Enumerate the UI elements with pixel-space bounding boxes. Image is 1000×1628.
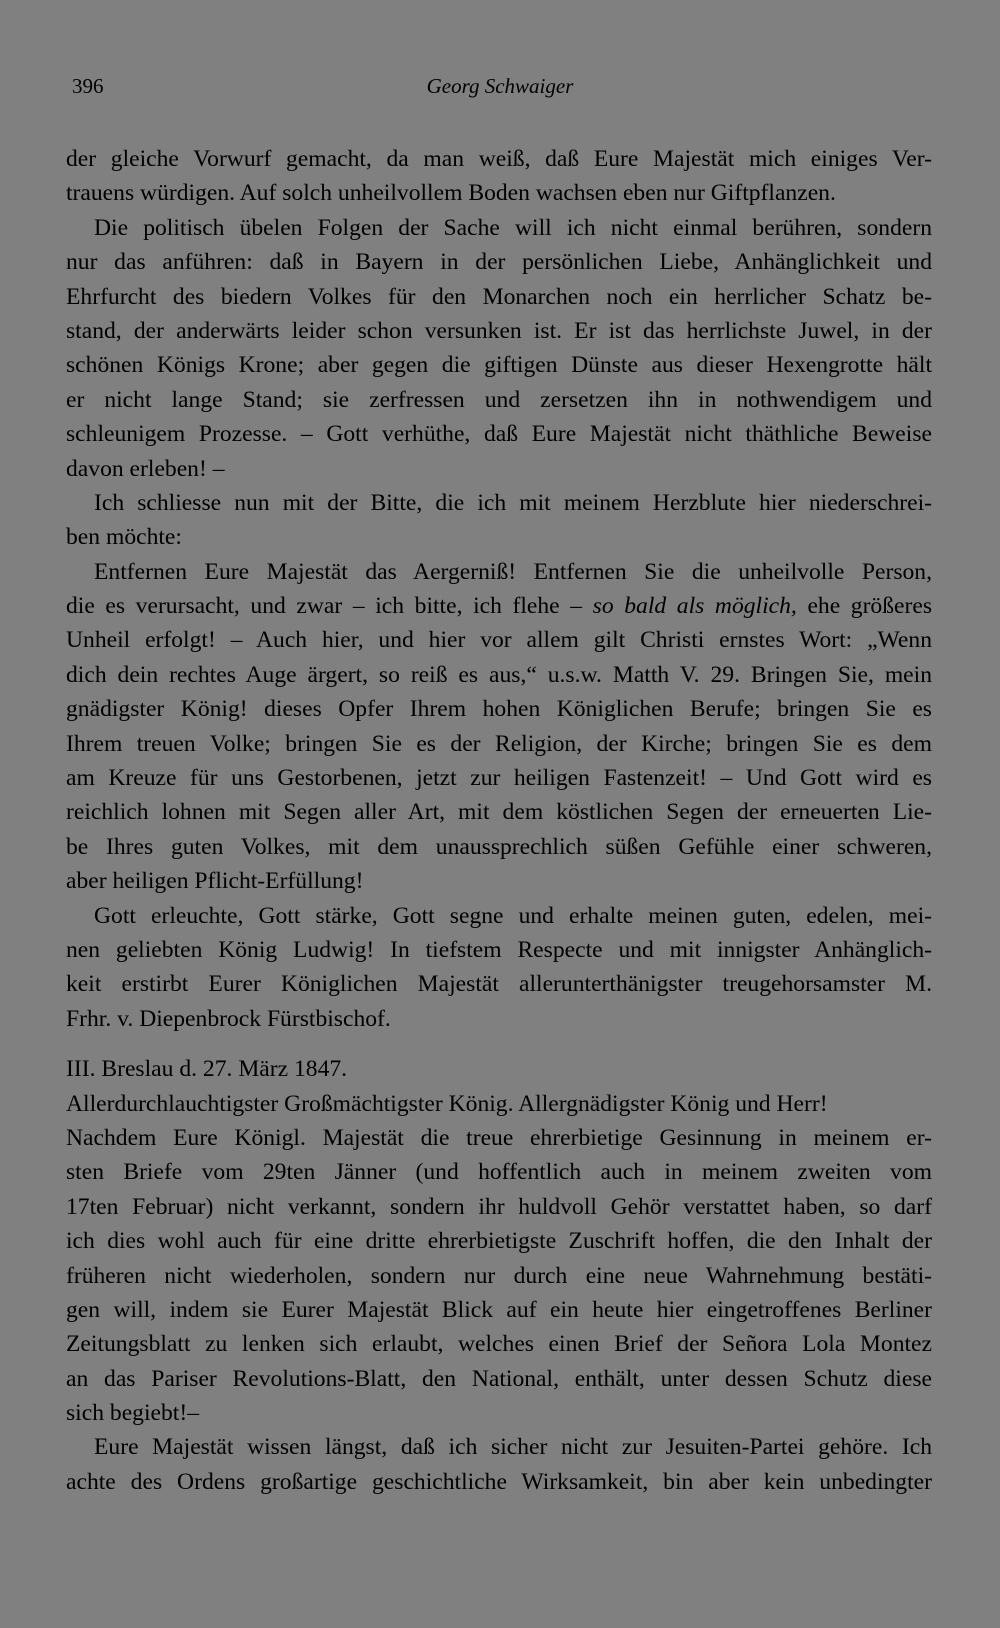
text-line xyxy=(66,589,932,623)
text-line: dich dein rechtes Auge ärgert, so reiß es aus,“ u.s.w. Matth V. 29. Bringen Sie, mein xyxy=(66,661,932,688)
text-line: der gleiche Vorwurf gemacht, da man weiß, daß Eure Majestät mich einiges Ver- xyxy=(66,146,932,172)
text-line: sich begiebt!– xyxy=(66,1400,200,1427)
text-line: 17ten Februar) nicht verkannt, sondern ihr huldvoll Gehör verstattet haben, so darf xyxy=(66,1193,932,1220)
text-line: reichlich lohnen mit Segen aller Art, mit dem köstlichen Segen der erneuerten Lie- xyxy=(66,799,932,826)
paragraph xyxy=(66,1121,932,1431)
text-line: ben möchte: xyxy=(66,524,182,551)
text-line: Nachdem Eure Königl. Majestät die treue ehrerbietige Gesinnung in meinem er- xyxy=(66,1124,932,1151)
letter-heading: III. Breslau d. 27. März 1847. xyxy=(66,1056,348,1083)
text-segment: die es verursacht, und zwar – ich bitte, ich flehe – xyxy=(66,593,583,620)
page-number: 396 xyxy=(72,74,104,98)
text-line: Ihrem treuen Volke; bringen Sie es der Religion, der Kirche; bringen Sie es dem xyxy=(66,730,932,757)
text-line: Ich schliesse nun mit der Bitte, die ich mit meinem Herzblute hier niederschrei- xyxy=(94,489,932,516)
text-line: Eure Majestät wissen längst, daß ich sicher nicht zur Jesuiten-Partei gehöre. Ich xyxy=(94,1434,932,1461)
text-line: schönen Königs Krone; aber gegen die giftigen Dünste aus dieser Hexengrotte hält xyxy=(66,352,932,379)
text-line: achte des Ordens großartige geschichtliche Wirksamkeit, bin aber kein unbedingter xyxy=(66,1468,932,1495)
emphasis-text: so bald als möglich, xyxy=(592,593,797,620)
text-line: davon erleben! – xyxy=(66,455,225,482)
text-line: sten Briefe vom 29ten Jänner (und hoffentlich auch in meinem zweiten vom xyxy=(66,1159,932,1186)
body-text xyxy=(66,142,932,1499)
text-line: Entfernen Eure Majestät das Aergerniß! Entfernen Sie die unheilvolle Person, xyxy=(94,558,932,585)
text-segment: ehe größeres xyxy=(807,593,933,620)
text-line: gen will, indem sie Eurer Majestät Blick auf ein heute hier eingetroffenes Berliner xyxy=(66,1296,932,1323)
paragraph xyxy=(66,211,932,486)
text-line: gnädigster König! dieses Opfer Ihrem hohen Königlichen Berufe; bringen Sie es xyxy=(66,696,932,723)
section-gap xyxy=(66,1036,932,1052)
paragraph xyxy=(66,486,932,555)
text-line: Die politisch übelen Folgen der Sache will ich nicht einmal berühren, sondern xyxy=(94,214,932,241)
text-line: am Kreuze für uns Gestorbenen, jetzt zur heiligen Fastenzeit! – Und Gott wird es xyxy=(66,765,932,792)
text-line: Gott erleuchte, Gott stärke, Gott segne und erhalte meinen guten, edelen, mei- xyxy=(94,902,932,929)
text-line: er nicht lange Stand; sie zerfressen und zersetzen ihn in nothwendigem und xyxy=(66,386,932,413)
text-line: stand, der anderwärts leider schon versunken ist. Er ist das herrlichste Juwel, in der xyxy=(66,317,932,344)
running-head: Georg Schwaiger xyxy=(426,74,574,98)
text-line: früheren nicht wiederholen, sondern nur durch eine neue Wahrnehmung bestäti- xyxy=(66,1262,932,1289)
text-line: Unheil erfolgt! – Auch hier, und hier vor allem gilt Christi ernstes Wort: „Wenn xyxy=(66,627,932,654)
text-line: nur das anführen: daß in Bayern in der persönlichen Liebe, Anhänglichkeit und xyxy=(66,249,932,276)
text-line: trauens würdigen. Auf solch unheilvollem Boden wachsen eben nur Giftpflanzen. xyxy=(66,180,836,207)
text-line: Frhr. v. Diepenbrock Fürstbischof. xyxy=(66,1005,391,1032)
letter-salutation: Allerdurchlauchtigster Großmächtigster König. Allergnädigster König und Herr! xyxy=(66,1090,828,1117)
text-line: schleunigem Prozesse. – Gott verhüthe, daß Eure Majestät nicht thäthliche Beweise xyxy=(66,421,932,448)
text-line: keit erstirbt Eurer Königlichen Majestät allerunterthänigster treugehorsamster M. xyxy=(66,971,932,998)
text-line: Ehrfurcht des biedern Volkes für den Monarchen noch ein herrlicher Schatz be- xyxy=(66,283,932,310)
text-line: be Ihres guten Volkes, mit dem unaussprechlich süßen Gefühle einer schweren, xyxy=(66,833,932,860)
paragraph xyxy=(66,555,932,899)
paragraph xyxy=(66,899,932,1037)
paragraph xyxy=(66,1430,932,1499)
page-header xyxy=(72,74,928,108)
text-line: Zeitungsblatt zu lenken sich erlaubt, welches einen Brief der Señora Lola Montez xyxy=(66,1331,932,1358)
text-line: ich dies wohl auch für eine dritte ehrerbietigste Zuschrift hoffen, die den Inhalt der xyxy=(66,1228,932,1255)
paragraph xyxy=(66,142,932,211)
text-line: aber heiligen Pflicht-Erfüllung! xyxy=(66,868,364,895)
text-line: an das Pariser Revolutions-Blatt, den National, enthält, unter dessen Schutz diese xyxy=(66,1365,932,1392)
text-line: nen geliebten König Ludwig! In tiefstem Respecte und mit innigster Anhänglich- xyxy=(66,936,932,963)
